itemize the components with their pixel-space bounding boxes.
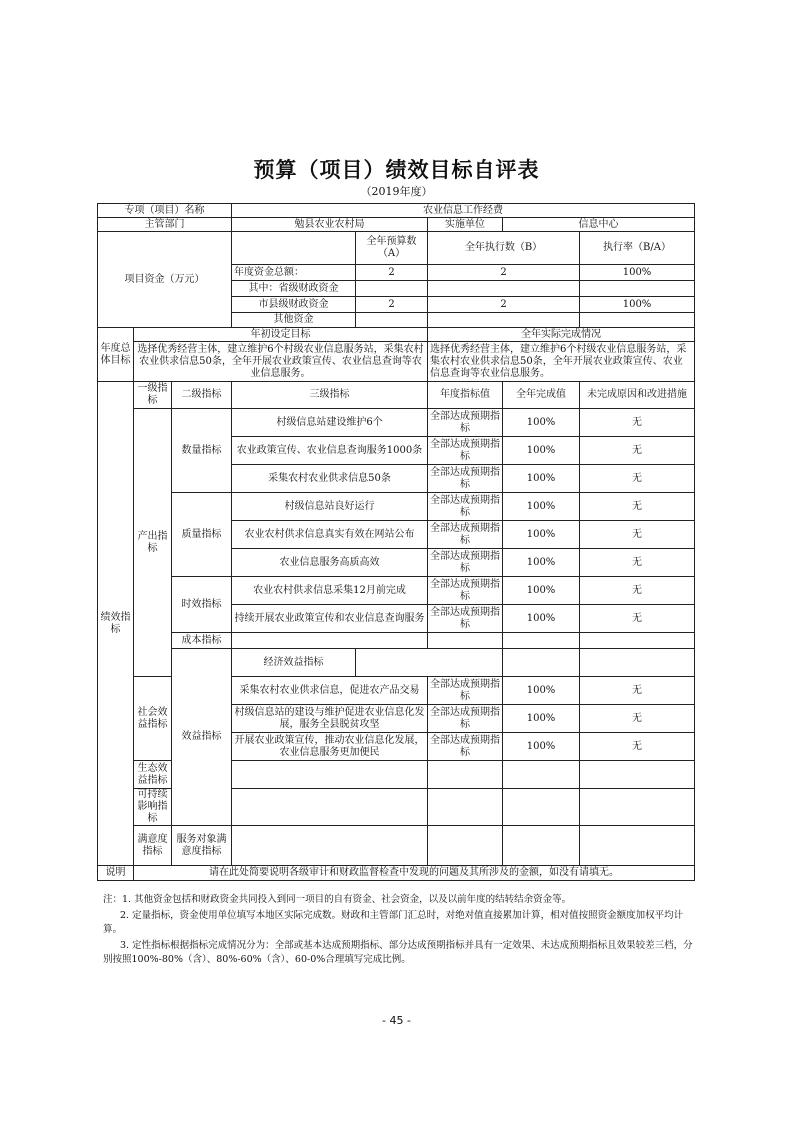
project-name-row — [98, 204, 695, 218]
indicator-done: 100% — [503, 577, 580, 605]
indicator-target: 全部达成预期指标 — [428, 465, 503, 493]
indicator-reason: 无 — [580, 549, 695, 577]
funds-row-rate: 100% — [580, 297, 695, 313]
annual-actual-text: 选择优秀经营主体，建立维护6个村级农业信息服务站，采集农村农业供求信息50条，全年开展农业政策宣传、农业信息查询等农业信息服务。 — [428, 342, 695, 382]
footnote: 2. 定量指标，资金使用单位填写本地区实际完成数。财政和主管部门汇总时，对绝对值直接累加计算，相对值按照资金额度加权平均计算。 — [103, 910, 684, 935]
indicator-name: 村级信息站良好运行 — [232, 493, 428, 521]
indicator-reason: 无 — [580, 521, 695, 549]
indicator-name — [232, 761, 428, 789]
funds-row-label: 其他资金 — [232, 313, 356, 328]
h-level2: 二级指标 — [172, 382, 232, 409]
indicator-row — [98, 409, 695, 437]
dept-label: 主管部门 — [98, 218, 232, 232]
funds-row-rate — [580, 281, 695, 297]
indicator-row — [98, 633, 695, 649]
eco-label: 生态效益指标 — [134, 761, 172, 789]
indicator-target: 全部达成预期指标 — [428, 521, 503, 549]
dept-value: 勉县农业农村局 — [232, 218, 428, 232]
indicator-name: 持续开展农业政策宣传和农业信息查询服务 — [232, 605, 428, 633]
indicator-done: 100% — [503, 705, 580, 733]
funds-col-rate: 执行率（B/A） — [580, 232, 695, 265]
impl-label: 实施单位 — [428, 218, 503, 232]
indicator-target: 全部达成预期指标 — [428, 409, 503, 437]
funds-row-rate: 100% — [580, 265, 695, 281]
indicator-name: 开展农业政策宣传，推动农业信息化发展，农业信息服务更加便民 — [232, 733, 428, 761]
indicator-target — [503, 649, 580, 677]
indicator-reason — [580, 826, 695, 866]
funds-row-budget: 2 — [356, 265, 428, 281]
project-name-label: 专项（项目）名称 — [98, 204, 232, 218]
indicator-row — [98, 826, 695, 866]
cost-label: 成本指标 — [172, 633, 232, 649]
indicator-done: 100% — [503, 521, 580, 549]
indicator-reason — [580, 789, 695, 826]
indicator-reason: 无 — [580, 465, 695, 493]
output-label: 产出指标 — [134, 409, 172, 677]
indicator-reason: 无 — [580, 437, 695, 465]
indicator-done: 100% — [503, 677, 580, 705]
indicator-done: 100% — [503, 409, 580, 437]
funds-row-label: 其中：省级财政资金 — [232, 281, 356, 297]
funds-label: 项目资金（万元） — [98, 232, 232, 328]
indicator-name: 采集农村农业供求信息，促进农产品交易 — [232, 677, 428, 705]
h-level3: 三级指标 — [232, 382, 428, 409]
indicator-reason: 无 — [580, 577, 695, 605]
indicator-target: 全部达成预期指标 — [428, 605, 503, 633]
project-name-value: 农业信息工作经费 — [232, 204, 695, 218]
h-reason: 未完成原因和改进措施 — [580, 382, 695, 409]
footnote: 3. 定性指标根据指标完成情况分为：全部或基本达成预期指标、部分达成预期指标并具有一定效果、未达成预期指标且效果较差三档，分别按照100%-80%（含）、80%-60%（含）、60-0%合理填写完成比例。 — [103, 940, 693, 965]
indicator-done: 100% — [503, 493, 580, 521]
indicator-done — [503, 826, 580, 866]
economic-label: 经济效益指标 — [232, 649, 356, 677]
funds-header-row — [98, 232, 695, 265]
indicator-target: 全部达成预期指标 — [428, 437, 503, 465]
indicator-reason: 无 — [580, 733, 695, 761]
indicator-row — [98, 649, 695, 677]
funds-row-exec — [428, 281, 580, 297]
indicator-row — [98, 493, 695, 521]
annual-initial-text: 选择优秀经营主体，建立维护6个村级农业信息服务站，采集农村农业供求信息50条，全年开展农业政策宣传、农业信息查询等农业信息服务。 — [134, 342, 428, 382]
indicator-name: 村级信息站建设维护6个 — [232, 409, 428, 437]
indicator-name — [232, 633, 428, 649]
social-label: 社会效益指标 — [134, 677, 172, 761]
funds-row-budget — [356, 281, 428, 297]
funds-row-budget: 2 — [356, 297, 428, 313]
year-subtitle: （2019年度） — [360, 185, 433, 198]
funds-row-exec: 2 — [428, 265, 580, 281]
funds-col-budget: 全年预算数（A） — [356, 232, 428, 265]
funds-row-exec — [428, 313, 580, 328]
timeliness-label: 时效指标 — [172, 577, 232, 633]
funds-row-exec: 2 — [428, 297, 580, 313]
indicator-reason: 无 — [580, 493, 695, 521]
indicator-reason — [580, 761, 695, 789]
page-number: - 45 - — [382, 1014, 411, 1027]
h-done: 全年完成值 — [503, 382, 580, 409]
indicator-name: 村级信息站的建设与维护促进农业信息化发展，服务全县脱贫攻坚 — [232, 705, 428, 733]
indicator-reason: 无 — [580, 677, 695, 705]
annual-actual-label: 全年实际完成情况 — [428, 328, 695, 342]
indicator-target — [428, 826, 503, 866]
h-target: 年度指标值 — [428, 382, 503, 409]
indicator-target: 全部达成预期指标 — [428, 577, 503, 605]
indicator-done — [580, 649, 695, 677]
indicator-done — [503, 761, 580, 789]
dept-row — [98, 218, 695, 232]
footnotes — [103, 893, 693, 969]
perf-label: 绩效指标 — [98, 382, 134, 866]
benefit-label: 效益指标 — [172, 649, 232, 826]
indicator-done: 100% — [503, 733, 580, 761]
annual-content-row — [98, 342, 695, 382]
impl-value: 信息中心 — [503, 218, 695, 232]
indicator-target — [428, 633, 503, 649]
indicator-name — [232, 789, 428, 826]
annual-header-row — [98, 328, 695, 342]
funds-row-budget — [356, 313, 428, 328]
indicator-target: 全部达成预期指标 — [428, 493, 503, 521]
service-label: 服务对象满意度指标 — [172, 826, 232, 866]
indicator-done — [503, 633, 580, 649]
indicator-name: 农业政策宣传、农业信息查询服务1000条 — [232, 437, 428, 465]
page-title: 预算（项目）绩效目标自评表 — [253, 157, 540, 182]
remark-label: 说明 — [98, 866, 134, 881]
indicator-target — [428, 789, 503, 826]
footnote: 注：1. 其他资金包括和财政资金共同投入到同一项目的自有资金、社会资金，以及以前年度的结转结余资金等。 — [103, 894, 572, 905]
evaluation-table — [97, 203, 695, 881]
quality-label: 质量指标 — [172, 493, 232, 577]
h-level1: 一级指标 — [134, 382, 172, 409]
annual-label: 年度总体目标 — [98, 328, 134, 382]
remark-text: 请在此处简要说明各级审计和财政监督检查中发现的问题及其所涉及的金额，如没有请填无。 — [134, 866, 695, 881]
indicator-target: 全部达成预期指标 — [428, 677, 503, 705]
funds-row-label: 市县级财政资金 — [232, 297, 356, 313]
funds-row-label: 年度资金总额： — [232, 265, 356, 281]
indicator-name — [232, 826, 428, 866]
indicator-reason: 无 — [580, 705, 695, 733]
indicator-name — [356, 649, 503, 677]
indicator-name: 农业农村供求信息真实有效在网站公布 — [232, 521, 428, 549]
indicator-target: 全部达成预期指标 — [428, 705, 503, 733]
indicators-header-row — [98, 382, 695, 409]
indicator-done: 100% — [503, 437, 580, 465]
funds-col-exec: 全年执行数（B） — [428, 232, 580, 265]
funds-row-rate — [580, 313, 695, 328]
indicator-reason — [580, 633, 695, 649]
indicator-name: 农业农村供求信息采集12月前完成 — [232, 577, 428, 605]
funds-blank — [232, 232, 356, 265]
indicator-done: 100% — [503, 549, 580, 577]
indicator-name: 采集农村农业供求信息50条 — [232, 465, 428, 493]
indicator-row — [98, 577, 695, 605]
annual-initial-label: 年初设定目标 — [134, 328, 428, 342]
indicator-done: 100% — [503, 605, 580, 633]
indicator-target: 全部达成预期指标 — [428, 733, 503, 761]
satisfaction-label: 满意度指标 — [134, 826, 172, 866]
indicator-target: 全部达成预期指标 — [428, 549, 503, 577]
indicator-done — [503, 789, 580, 826]
indicator-reason: 无 — [580, 409, 695, 437]
indicator-target — [428, 761, 503, 789]
indicator-done: 100% — [503, 465, 580, 493]
indicator-name: 农业信息服务高质高效 — [232, 549, 428, 577]
indicator-reason: 无 — [580, 605, 695, 633]
remark-row — [98, 866, 695, 881]
quantity-label: 数量指标 — [172, 409, 232, 493]
sustain-label: 可持续影响指标 — [134, 789, 172, 826]
